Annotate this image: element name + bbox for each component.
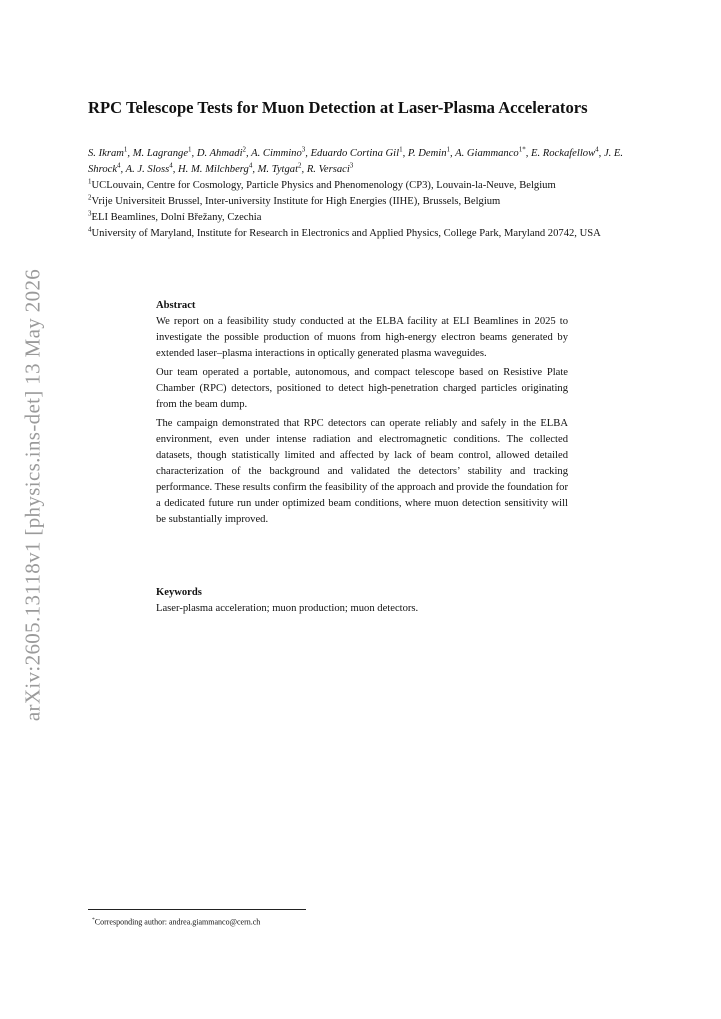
author-affiliation-mark: 4: [595, 145, 599, 154]
author-name: H. M. Milchberg: [178, 164, 249, 175]
author: [196, 145, 252, 159]
affiliation-text: Vrije Universiteit Brussel, Inter-university Institute for High Energies (IIHE), Brussels, Belgium: [91, 196, 501, 207]
affiliation-number: 4: [88, 225, 92, 234]
author: [407, 145, 456, 159]
author-separator: ,: [301, 164, 307, 175]
author-name: D. Ahmadi: [196, 148, 243, 159]
affiliation-number: 2: [88, 193, 92, 202]
author-name: A. J. Sloss: [125, 164, 170, 175]
keywords-heading: Keywords: [156, 587, 202, 598]
author-affiliation-mark: 1: [446, 145, 451, 154]
author-affiliation-mark: 4: [169, 161, 173, 170]
author-separator: ,: [402, 148, 408, 159]
abstract-heading: Abstract: [156, 300, 196, 311]
paper-title: RPC Telescope Tests for Muon Detection at Laser-Plasma Accelerators: [88, 98, 588, 117]
keywords-text: Laser-plasma acceleration; muon production; muon detectors.: [156, 603, 419, 614]
author: [455, 145, 531, 159]
author-separator: ,: [172, 164, 178, 175]
affiliation-list: [88, 178, 648, 242]
author: [88, 145, 133, 159]
author-separator: ,: [305, 148, 311, 159]
author-affiliation-mark: 4: [248, 161, 253, 170]
author: [306, 161, 354, 175]
author-name: E. Rockafellow: [531, 148, 596, 159]
affiliation-text: UCLouvain, Centre for Cosmology, Particle Physics and Phenomenology (CP3), Louvain-la-Neuve, Belgium: [91, 180, 556, 191]
author-affiliation-mark: 2: [298, 161, 302, 170]
author: [531, 145, 604, 159]
author: [257, 161, 307, 175]
affiliation-number: 1: [88, 177, 92, 186]
author-affiliation-mark: 3: [349, 161, 354, 170]
author-name: S. Ikram: [88, 148, 124, 159]
keywords-section: [156, 585, 568, 617]
author-affiliation-mark: 1: [123, 145, 128, 154]
affiliation: [88, 226, 648, 242]
author-affiliation-mark: 2: [242, 145, 247, 154]
footnote-text: Corresponding author: andrea.giammanco@cern.ch: [94, 917, 261, 927]
author-affiliation-mark: 1: [188, 145, 192, 154]
author-name: M. Tytgat: [257, 164, 299, 175]
author: [132, 145, 197, 159]
author-name: P. Demin: [407, 148, 447, 159]
author-name: Eduardo Cortina Gil: [310, 148, 400, 159]
author-separator: ,: [191, 148, 197, 159]
author: [310, 145, 408, 159]
author-affiliation-mark: 4: [117, 161, 121, 170]
abstract-paragraph: The campaign demonstrated that RPC detectors can operate reliably and safely in the ELBA environment, even under intense radiation and electromagnetic conditions. The collected datasets, though statistically limited and affected by lack of beam control, allowed detailed characterization of the background and validated the detectors’ stability and tracking performance. These results confirm the feasibility of the approach and provide the foundation for a dedicated future run under optimized beam conditions, where muon detection sensitivity will be substantially improved.: [156, 418, 568, 525]
author-name: M. Lagrange: [132, 148, 189, 159]
affiliation: [88, 194, 648, 210]
author-list: [88, 146, 648, 178]
abstract-paragraph: We report on a feasibility study conducted at the ELBA facility at ELI Beamlines in 2025 to investigate the possible production of muons from high-energy electron beams generated by extended laser–plasma interactions in optically generated plasma waveguides.: [156, 316, 568, 359]
affiliation-text: University of Maryland, Institute for Research in Electronics and Applied Physics, College Park, Maryland 20742, USA: [91, 228, 601, 239]
affiliation: [88, 178, 648, 194]
affiliation-number: 3: [88, 209, 92, 218]
footnote-divider: [88, 909, 306, 910]
author: [178, 161, 258, 175]
author-name: A. Giammanco: [455, 148, 519, 159]
author-name: R. Versaci: [306, 164, 350, 175]
abstract-paragraph: Our team operated a portable, autonomous, and compact telescope based on Resistive Plate Chamber (RPC) detectors, positioned to detect high-penetration charged particles originating from the beam dump.: [156, 367, 568, 410]
footnote: [92, 915, 260, 928]
affiliation: [88, 210, 648, 226]
author-separator: ,: [120, 164, 126, 175]
author-separator: ,: [598, 148, 604, 159]
author-affiliation-mark: 3: [301, 145, 306, 154]
author: [125, 161, 178, 175]
author: [251, 145, 311, 159]
author-separator: ,: [252, 164, 258, 175]
affiliation-text: ELI Beamlines, Dolní Břežany, Czechia: [91, 212, 262, 223]
author-separator: ,: [127, 148, 133, 159]
arxiv-identifier-text: arXiv:2605.13118v1 [physics.ins-det] 13 May 2026: [20, 268, 45, 722]
abstract-section: [156, 298, 568, 531]
author-name: J. E. Shrock: [88, 148, 624, 175]
arxiv-identifier-stamp: [22, 249, 44, 741]
footnote-mark: *: [92, 917, 95, 923]
author-name: A. Cimmino: [251, 148, 302, 159]
author-separator: ,: [525, 148, 531, 159]
author-separator: ,: [450, 148, 456, 159]
author-affiliation-mark: 1: [399, 145, 403, 154]
author-affiliation-mark: 1*: [518, 145, 526, 154]
author-separator: ,: [246, 148, 252, 159]
